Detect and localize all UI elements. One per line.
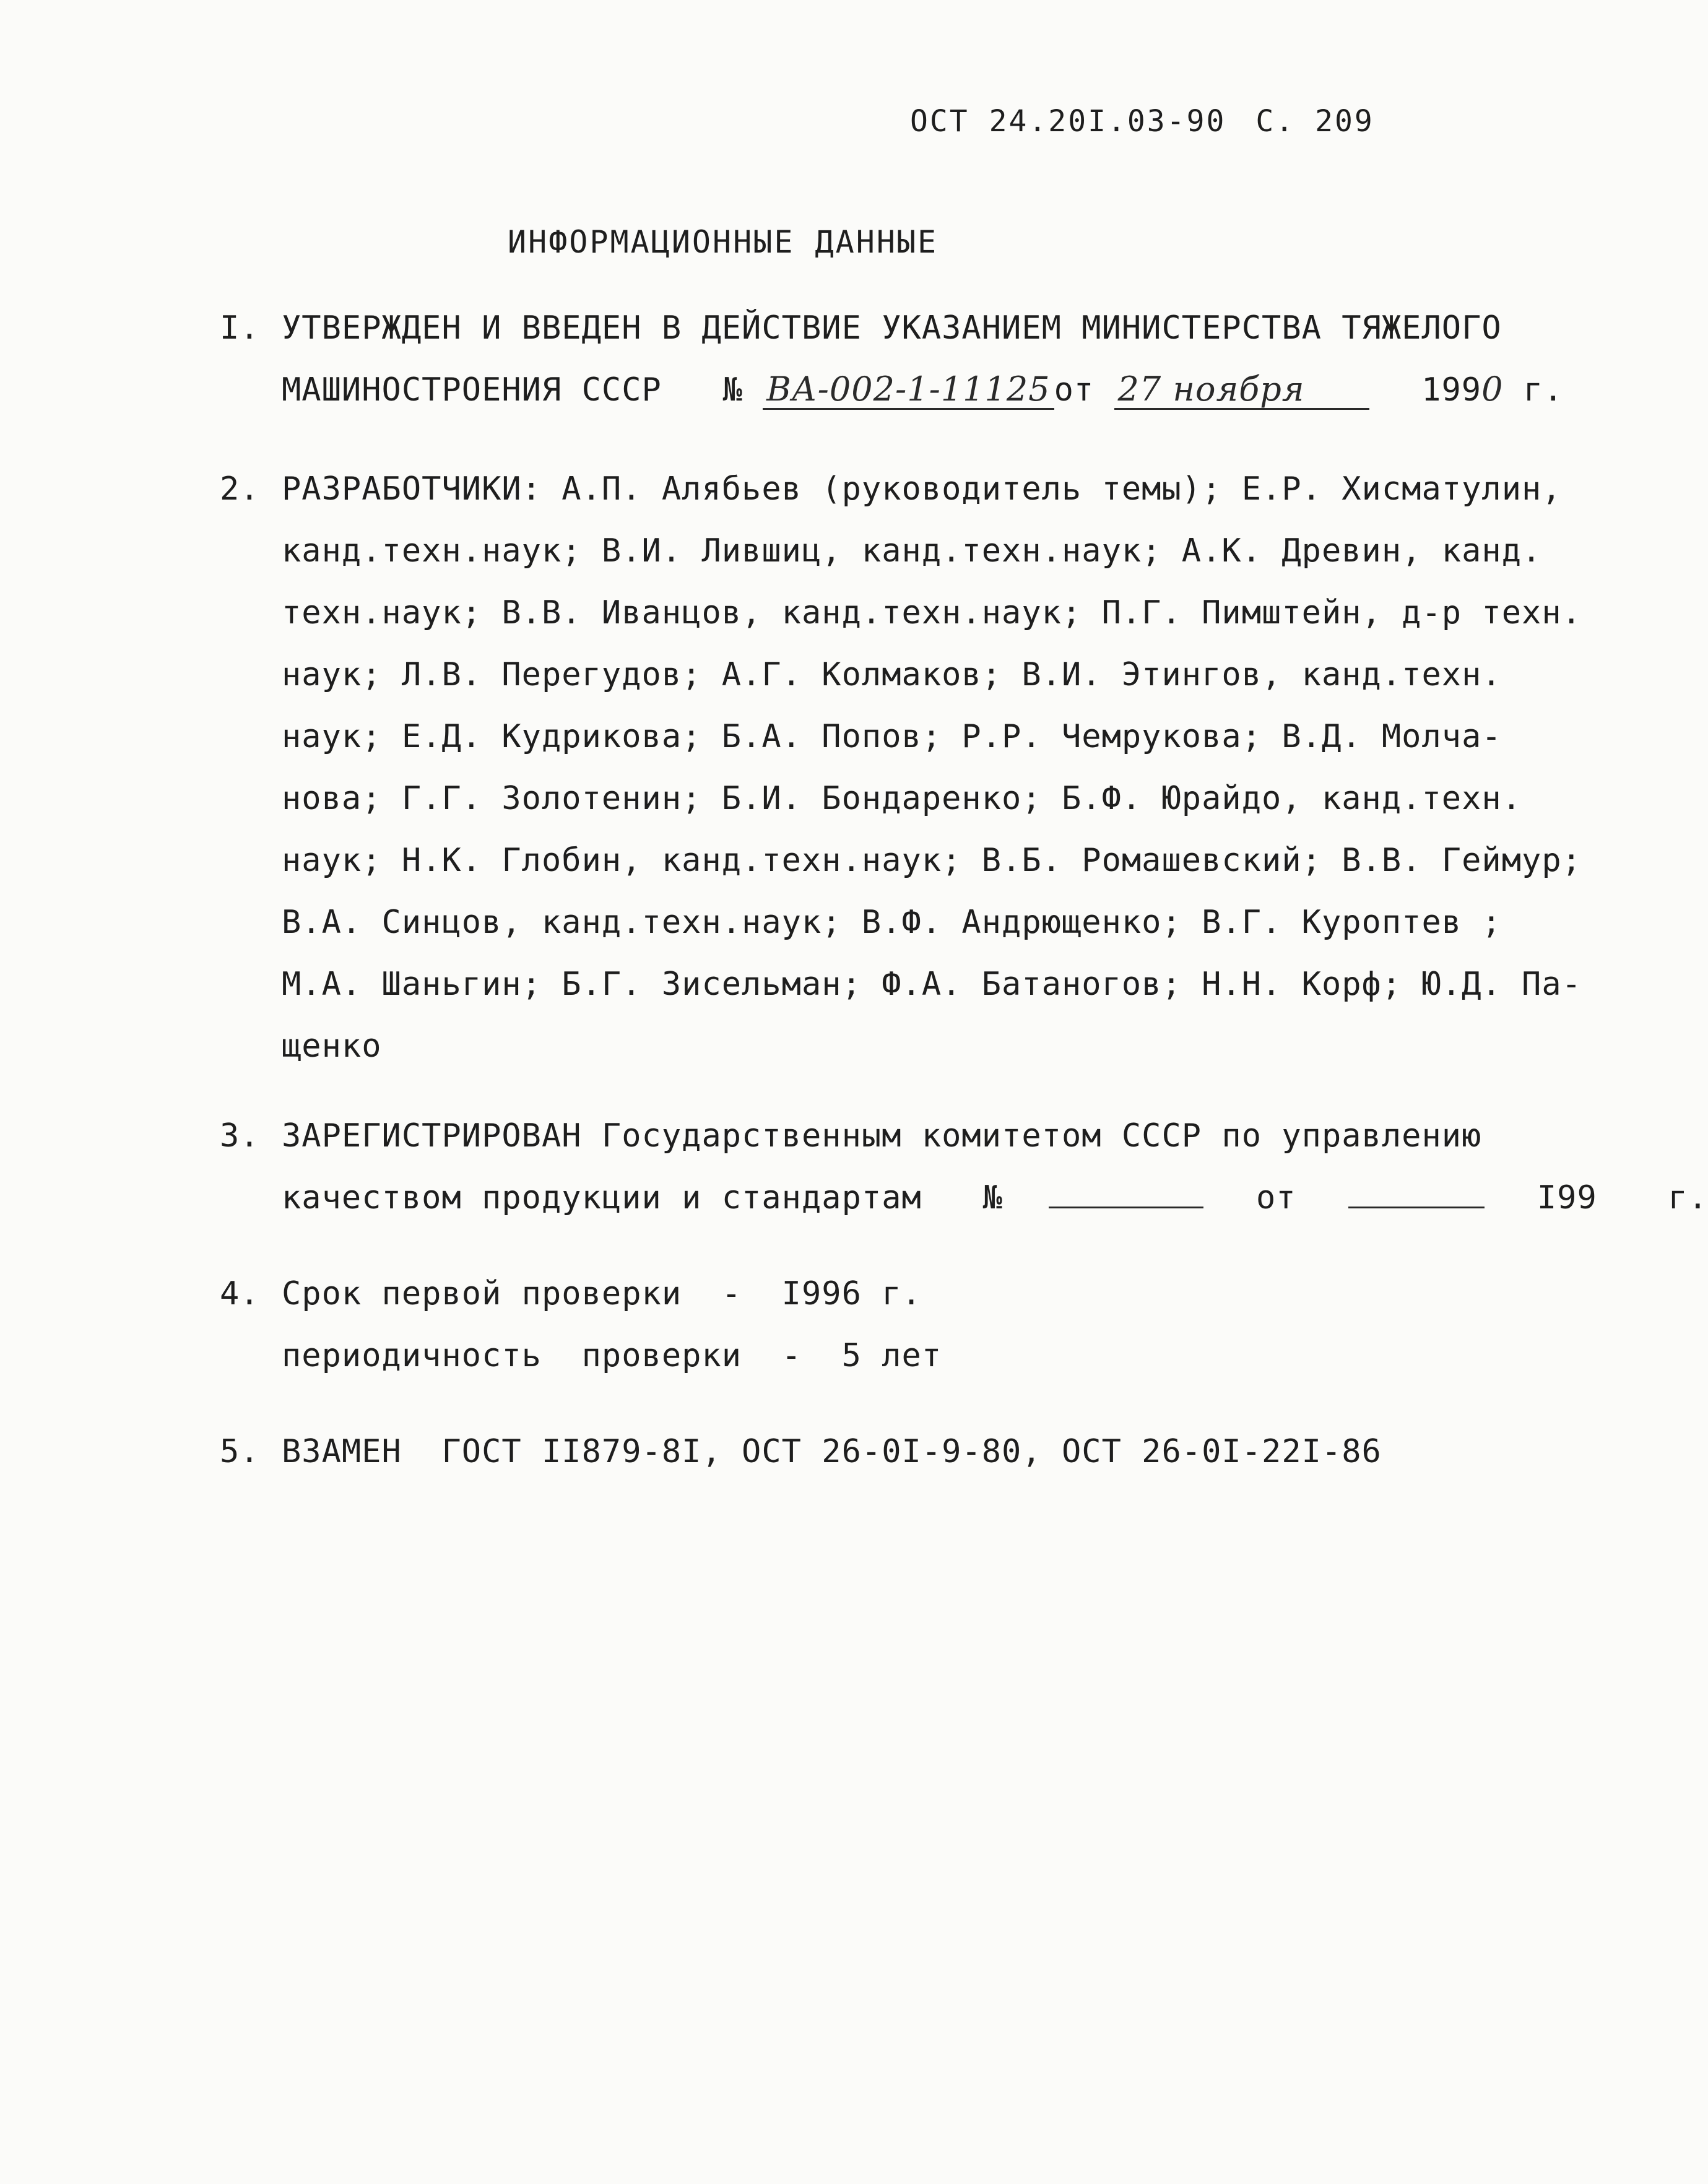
replaces-standards: ВЗАМЕН ГОСТ II879-8I, ОСТ 26-0I-9-80, ОСТ 26-0I-22I-86 (282, 1433, 1382, 1470)
developers-line: нова; Г.Г. Золотенин; Б.И. Бондаренко; Б.Ф. Юрайдо, канд.техн. (282, 780, 1522, 817)
section-number: 2. (220, 470, 260, 508)
section-number: 5. (220, 1433, 260, 1470)
section-1-line-1: УТВЕРЖДЕН И ВВЕДЕН В ДЕЙСТВИЕ УКАЗАНИЕМ МИНИСТЕРСТВА ТЯЖЕЛОГО (282, 310, 1502, 347)
registration-date-blank (1348, 1174, 1485, 1208)
first-check-deadline: Срок первой проверки - I996 г. (282, 1275, 922, 1312)
page-title: ИНФОРМАЦИОННЫЕ ДАННЫЕ (508, 224, 939, 260)
section-number: 3. (220, 1117, 260, 1155)
section-3-line-1: ЗАРЕГИСТРИРОВАН Государственным комитетом СССР по управлению (282, 1117, 1482, 1155)
registration-year: I99 (1537, 1179, 1597, 1216)
ministry-label: МАШИНОСТРОЕНИЯ СССР (282, 371, 662, 409)
year-prefix: 199 (1421, 371, 1482, 409)
year-suffix: г. (1668, 1179, 1708, 1216)
section-number: I. (220, 310, 260, 347)
year-digit-handwritten: 0 (1481, 370, 1504, 409)
section-1-line-2 (282, 359, 1564, 421)
check-periodicity: периодичность проверки - 5 лет (282, 1337, 942, 1374)
developers-line: В.А. Синцов, канд.техн.наук; В.Ф. Андрющенко; В.Г. Куроптев ; (282, 904, 1502, 941)
order-date-handwritten: 27 ноября (1114, 371, 1369, 410)
order-number-handwritten: ВА-002-1-11125 (763, 371, 1054, 410)
section-4 (220, 1263, 1526, 1387)
from-word: от (1256, 1179, 1296, 1216)
section-3 (220, 1105, 1708, 1229)
developers-line: наук; Е.Д. Кудрикова; Б.А. Попов; Р.Р. Чемрукова; В.Д. Молча- (282, 718, 1502, 755)
section-3-line-2 (282, 1167, 1708, 1229)
page-number: С. 209 (1255, 104, 1374, 139)
section-2 (220, 458, 1582, 1077)
page-header (910, 104, 1374, 139)
section-1 (220, 297, 1564, 421)
developers-line: наук; Н.К. Глобин, канд.техн.наук; В.Б. Ромашевский; В.В. Геймур; (282, 842, 1582, 879)
number-sign: № (982, 1179, 1003, 1216)
from-word: от (1054, 371, 1095, 409)
year-suffix: г. (1523, 371, 1564, 409)
document-code: ОСТ 24.20I.03-90 (910, 104, 1226, 139)
registration-label: качеством продукции и стандартам (282, 1179, 922, 1216)
developers-line: РАЗРАБОТЧИКИ: А.П. Алябьев (руководитель темы); Е.Р. Хисматулин, (282, 470, 1562, 508)
developers-line: техн.наук; В.В. Иванцов, канд.техн.наук; П.Г. Пимштейн, д-р техн. (282, 594, 1582, 631)
section-5 (220, 1421, 1526, 1483)
number-sign: № (722, 371, 743, 409)
developers-line: наук; Л.В. Перегудов; А.Г. Колмаков; В.И. Этингов, канд.техн. (282, 656, 1502, 693)
developers-line: канд.техн.наук; В.И. Лившиц, канд.техн.наук; А.К. Древин, канд. (282, 532, 1542, 570)
developers-line: щенко (282, 1028, 382, 1065)
section-number: 4. (220, 1275, 260, 1312)
developers-line: М.А. Шаньгин; Б.Г. Зисельман; Ф.А. Батаногов; Н.Н. Корф; Ю.Д. Па- (282, 966, 1582, 1003)
registration-number-blank (1049, 1174, 1203, 1208)
